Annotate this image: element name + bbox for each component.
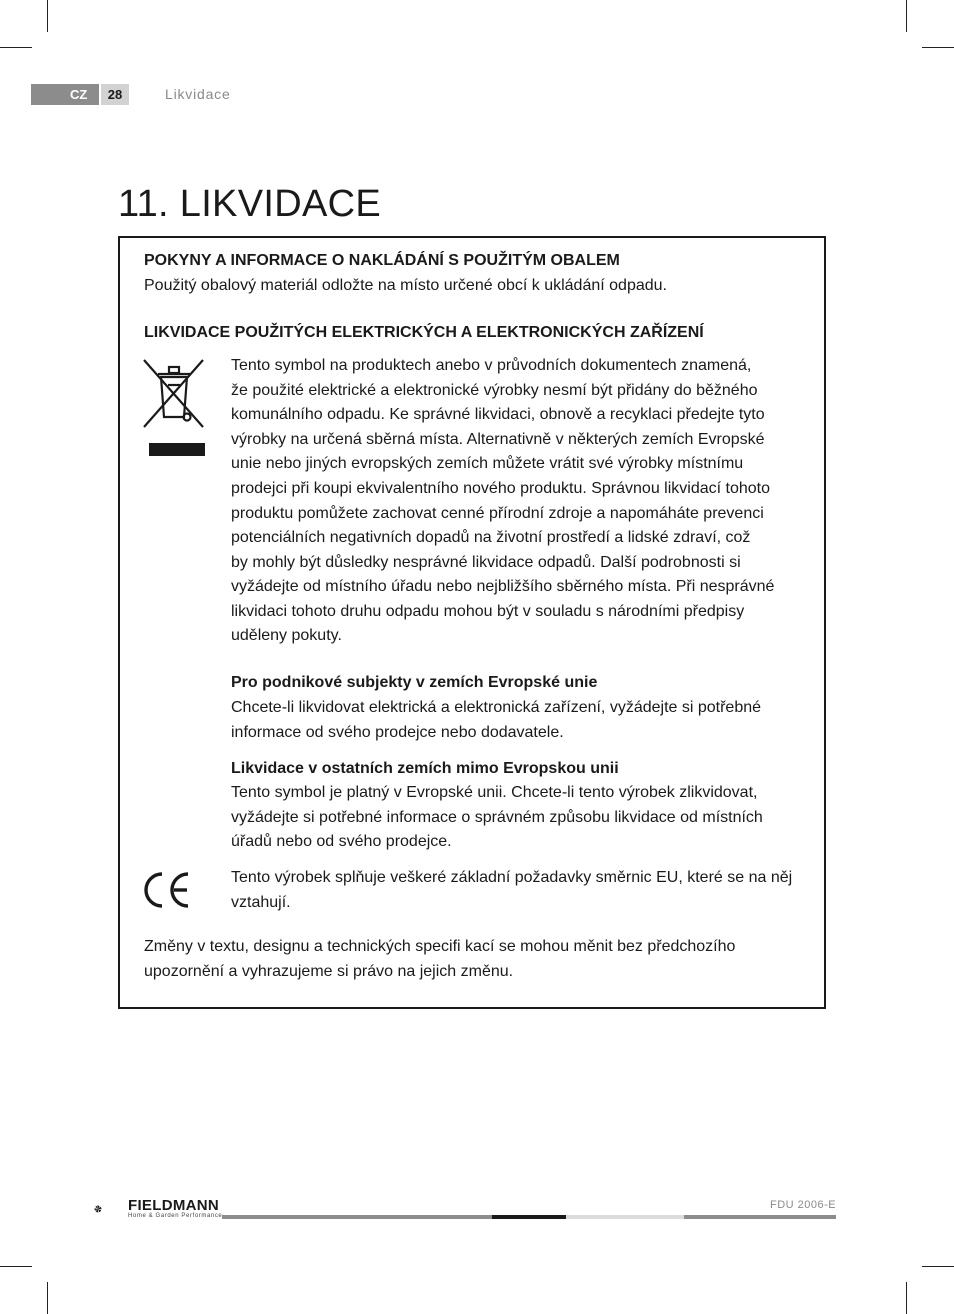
outside-eu-line: vyžádejte si potřebné informace o správném způsobu likvidace od místních bbox=[231, 809, 763, 826]
footer-bar bbox=[566, 1215, 684, 1219]
weee-line: by mohly být důsledky nesprávné likvidace odpadů. Další podrobnosti si bbox=[231, 554, 741, 571]
outside-eu-heading: Likvidace v ostatních zemích mimo Evropskou unii bbox=[231, 760, 619, 777]
weee-line: potenciálních negativních dopadů na životní prostředí a lidské zdraví, což bbox=[231, 529, 751, 546]
footer-bar bbox=[222, 1215, 492, 1219]
language-label: CZ bbox=[70, 87, 88, 102]
header-band bbox=[31, 84, 99, 105]
brand-tagline: Home & Garden Performance bbox=[128, 1213, 223, 1219]
weee-line: likvidaci tohoto druhu odpadu mohou být v souladu s národními předpisy bbox=[231, 603, 745, 620]
weee-line: výrobky na určená sběrná místa. Alternativně v některých zemích Evropské bbox=[231, 431, 765, 448]
weee-line: prodejci při koupi ekvivalentního nového produktu. Správnou likvidací tohoto bbox=[231, 480, 770, 497]
business-line: Chcete-li likvidovat elektrická a elektronická zařízení, vyžádejte si potřebné bbox=[231, 699, 762, 716]
crop-mark bbox=[0, 47, 32, 48]
weee-line: Tento symbol na produktech anebo v průvodních dokumentech znamená, bbox=[231, 357, 752, 374]
weee-line: že použité elektrické a elektronické výrobky nesmí být přidány do běžného bbox=[231, 382, 758, 399]
packaging-text: Použitý obalový materiál odložte na místo určené obcí k ukládání odpadu. bbox=[144, 277, 667, 294]
brand-name: FIELDMANN bbox=[128, 1197, 220, 1214]
packaging-heading: POKYNY A INFORMACE O NAKLÁDÁNÍ S POUŽITÝM OBALEM bbox=[144, 252, 620, 269]
model-number: FDU 2006-E bbox=[770, 1199, 837, 1211]
ce-mark-icon bbox=[141, 870, 193, 910]
weee-line: produktu pomůžete zachovat cenné přírodní zdroje a napomáháte prevenci bbox=[231, 505, 764, 522]
footer-bar bbox=[684, 1215, 836, 1219]
page-title: 11. LIKVIDACE bbox=[118, 183, 381, 226]
crop-mark bbox=[922, 1266, 954, 1267]
crop-mark bbox=[47, 0, 48, 32]
footer-bar bbox=[492, 1215, 566, 1219]
crop-mark bbox=[47, 1282, 48, 1314]
weee-line: uděleny pokuty. bbox=[231, 627, 342, 644]
crop-mark bbox=[922, 47, 954, 48]
page-number: 28 bbox=[101, 84, 129, 105]
business-heading: Pro podnikové subjekty v zemích Evropské unie bbox=[231, 674, 598, 691]
disclaimer-line: upozornění a vyhrazujeme si právo na jejich změnu. bbox=[144, 963, 514, 980]
outside-eu-line: úřadů nebo od svého prodejce. bbox=[231, 833, 452, 850]
outside-eu-line: Tento symbol je platný v Evropské unii. Chcete-li tento výrobek zlikvidovat, bbox=[231, 784, 758, 801]
ce-line: Tento výrobek splňuje veškeré základní požadavky směrnic EU, které se na něj bbox=[231, 869, 793, 886]
crop-mark bbox=[906, 1282, 907, 1314]
weee-line: unie nebo jiných evropských zemích můžete vrátit své výrobky místnímu bbox=[231, 455, 744, 472]
crop-mark bbox=[0, 1266, 32, 1267]
fieldmann-fan-logo-icon bbox=[94, 1194, 128, 1224]
ce-line: vztahují. bbox=[231, 894, 291, 911]
weee-line: komunálního odpadu. Ke správné likvidaci, obnově a recyklaci předejte tyto bbox=[231, 406, 765, 423]
crossed-out-wheelie-bin-icon bbox=[141, 357, 207, 459]
crop-mark bbox=[906, 0, 907, 32]
section-label: Likvidace bbox=[165, 86, 231, 102]
business-line: informace od svého prodejce nebo dodavatele. bbox=[231, 724, 564, 741]
disclaimer-line: Změny v textu, designu a technických specifi kací se mohou měnit bez předchozího bbox=[144, 938, 736, 955]
weee-heading: LIKVIDACE POUŽITÝCH ELEKTRICKÝCH A ELEKTRONICKÝCH ZAŘÍZENÍ bbox=[144, 324, 704, 341]
weee-line: vyžádejte od místního úřadu nebo nejbližšího sběrného místa. Při nesprávné bbox=[231, 578, 775, 595]
